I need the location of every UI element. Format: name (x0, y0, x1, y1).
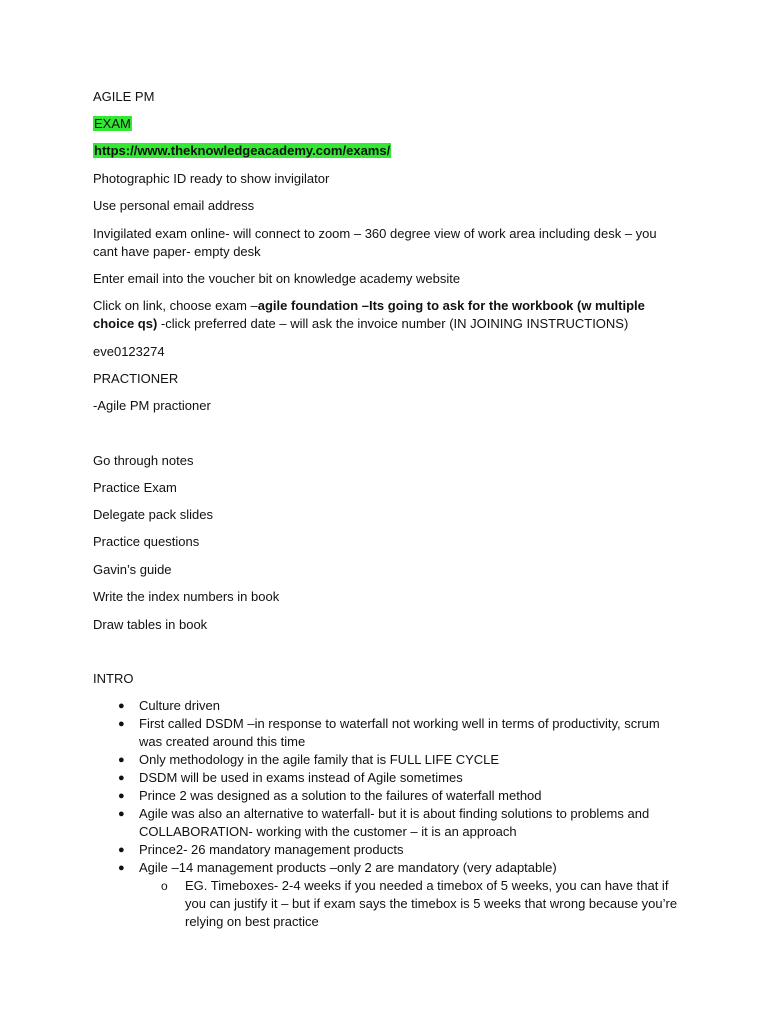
click-link-part-c: -click preferred date – will ask the invoice number (IN JOINING INSTRUCTIONS) (157, 316, 629, 331)
doc-title: AGILE PM (93, 89, 155, 104)
practioner-heading: PRACTIONER (93, 371, 179, 386)
bullet-icon: ● (118, 754, 125, 766)
bullet-icon: ● (118, 862, 125, 874)
bullet-text: First called DSDM –in response to waterfall not working well in terms of productivity, scrum was created around this time (139, 716, 660, 749)
sub-bullet-text: EG. Timeboxes- 2-4 weeks if you needed a timebox of 5 weeks, you can have that if you can justify it – but if exam says the timebox is 5 weeks that wrong because you’re relying on best practice (185, 878, 678, 929)
bullet-text: Agile –14 management products –only 2 are mandatory (very adaptable) (139, 860, 557, 875)
todo-delegate-pack: Delegate pack slides (93, 507, 213, 522)
bullet-icon: ● (118, 772, 125, 784)
circle-bullet-icon: o (161, 879, 168, 893)
email-note: Use personal email address (93, 198, 255, 213)
list-item (0, 715, 679, 751)
bullet-text: DSDM will be used in exams instead of Agile sometimes (139, 770, 463, 785)
bullet-text: Culture driven (139, 698, 220, 713)
invigilated-note: Invigilated exam online- will connect to zoom – 360 degree view of work area including desk – you cant have paper- empty desk (93, 226, 657, 259)
voucher-note: Enter email into the voucher bit on knowledge academy website (93, 271, 461, 286)
intro-bullet-list (0, 697, 768, 931)
bullet-text: Prince 2 was designed as a solution to the failures of waterfall method (139, 788, 542, 803)
todo-draw-tables: Draw tables in book (93, 617, 208, 632)
bullet-icon: ● (118, 844, 125, 856)
bullet-icon: ● (118, 700, 125, 712)
exam-heading (93, 115, 132, 133)
list-item (0, 787, 679, 805)
bullet-icon: ● (118, 718, 125, 730)
exam-url-line (93, 142, 391, 160)
list-item (0, 697, 679, 715)
intro-heading: INTRO (93, 671, 134, 686)
list-item (0, 751, 679, 769)
list-item (0, 841, 679, 859)
exam-highlight: EXAM (94, 116, 131, 131)
click-link-part-a: Click on link, choose exam – (93, 298, 258, 313)
photo-id-note: Photographic ID ready to show invigilator (93, 171, 330, 186)
sub-list-item (0, 877, 685, 931)
todo-practice-exam: Practice Exam (93, 480, 177, 495)
exam-url-link[interactable]: https://www.theknowledgeacademy.com/exams/ (94, 143, 391, 158)
todo-gavins-guide: Gavin’s guide (93, 562, 172, 577)
bullet-text: Agile was also an alternative to waterfall- but it is about finding solutions to problems and COLLABORATION- working with the customer – it is an approach (139, 806, 650, 839)
todo-practice-questions: Practice questions (93, 534, 200, 549)
bullet-text: Prince2- 26 mandatory management products (139, 842, 404, 857)
agile-practioner-note: -Agile PM practioner (93, 398, 211, 413)
list-item (0, 805, 679, 841)
bullet-icon: ● (118, 790, 125, 802)
invoice-number: eve0123274 (93, 344, 165, 359)
todo-index-numbers: Write the index numbers in book (93, 589, 280, 604)
click-link-note (93, 297, 673, 333)
click-link-part-b: agile foundation –Its going to ask for the workbook (w multiple choice qs) (93, 298, 645, 331)
list-item (0, 769, 679, 787)
bullet-text: Only methodology in the agile family that is FULL LIFE CYCLE (139, 752, 500, 767)
todo-go-through-notes: Go through notes (93, 453, 194, 468)
list-item (0, 859, 679, 877)
bullet-icon: ● (118, 808, 125, 820)
